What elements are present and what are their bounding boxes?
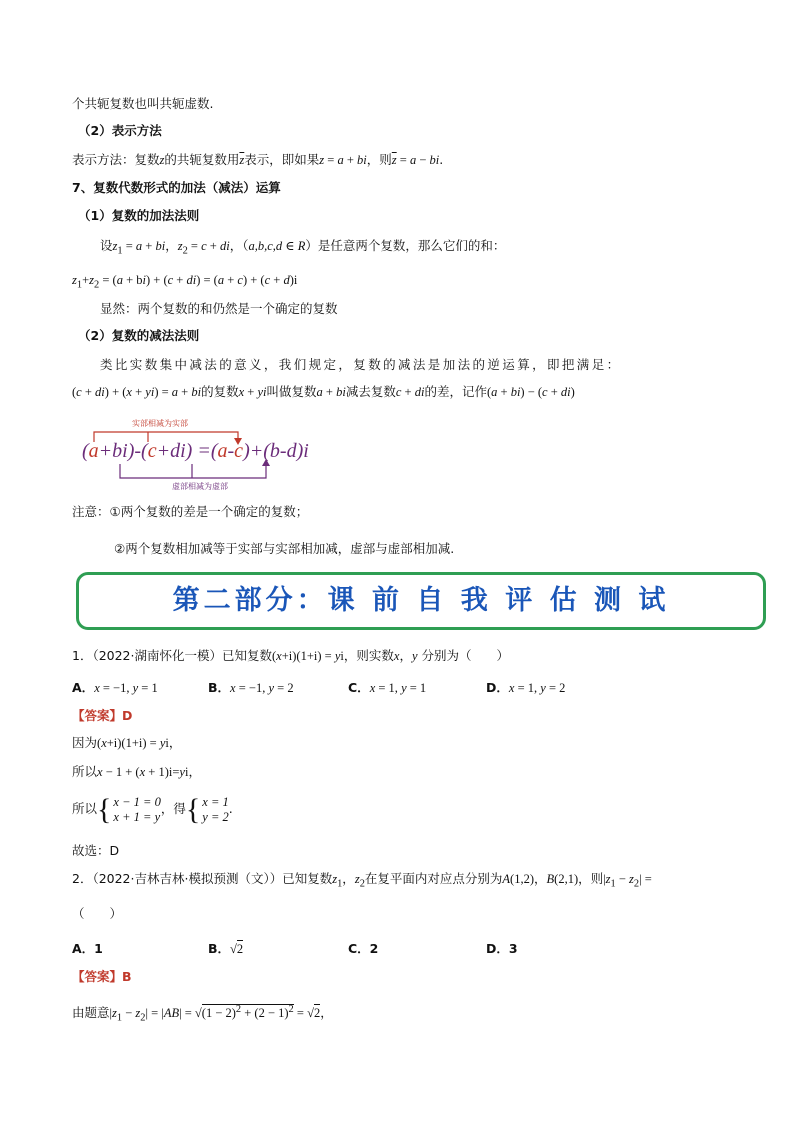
addition-rule-title: （1）复数的加法法则 [78,208,200,223]
q2-solution: 由题意$|z_1 - z_2| = |AB| = √(1 - 2)^2 + (2 - 1)^2 = √2$， [72,1004,333,1024]
subtraction-definition-1: 类比实数集中减法的意义，我们规定，复数的减法是加法的逆运算，即把满足： [100,357,622,372]
section-7-heading: 7、复数代数形式的加法（减法）运算 [72,180,281,195]
addition-definition: 设$z_1 = a$ + bi，$z_2 = c$ + di，（a,b,c,d ∈ R）是任意两个复数，那么它们的和： [100,238,506,257]
q2-option-b: B．√2 [208,941,244,956]
section-banner: 第二部分：课 前 自 我 评 估 测 试 [76,572,766,630]
q1-solution-2: 所以x − 1 + (x + 1)i=yi， [72,764,201,779]
q1-option-b: B．x = −1, y = 2 [208,680,294,695]
q1-stem: 1．（2022·湖南怀化一模）已知复数(x+i)(1+i) = yi，则实数x，y 分别为（ ） [72,648,510,663]
q1-solution-3: 所以 { x − 1 = 0 x + 1 = y ，得 { x = 1 y = 2 . [72,792,233,826]
q1-answer: 【答案】D [72,708,133,723]
subsection-representation: （2）表示方法 [78,123,162,138]
q1-final: 故选：D [72,843,120,858]
subtraction-rule-title: （2）复数的减法法则 [78,328,200,343]
note-1: 注意：①两个复数的差是一个确定的复数； [72,504,309,519]
real-part-label: 实部相减为实部 [132,419,188,428]
subtraction-definition-2: (c + di) + (x + yi) = a + bi的复数x + yi叫做复数a + bi减去复数c + di的差，记作(a + bi) − (c + di) [72,384,575,399]
conjugate-line: 个共轭复数也叫共轭虚数. [72,96,214,111]
representation-line: 表示方法：复数z的共轭复数用$\overline{z}$表示，即如果z = a + bi，则$\overline{z} = a$ − bi. [72,152,444,167]
imaginary-part-label: 虚部相减为虚部 [172,482,228,491]
addition-remark: 显然：两个复数的和仍然是一个确定的复数 [100,301,338,316]
q2-stem: 2．（2022·吉林吉林·模拟预测（文））已知复数$z_1$，$z_2$在复平面内对应点分别为A(1,2)，B(2,1)，则$|z_1 - z_2|$ = [72,871,652,890]
q2-option-c: C．2 [348,941,379,956]
q1-option-c: C．x = 1, y = 1 [348,680,427,695]
addition-formula: $z_1+z_2 = (a + bi) + (c + di) = (a + c) + (c + d)i$ [72,273,298,291]
q1-option-a: A．x = −1, y = 1 [72,680,158,695]
q1-options [72,678,566,698]
q1-option-d: D．x = 1, y = 2 [486,680,566,695]
q2-options [72,939,518,959]
q2-paren: （ ） [72,906,123,921]
q2-option-a: A．1 [72,941,103,956]
q2-option-d: D．3 [486,941,518,956]
subtraction-expression: (a+bi)-(c+di) =(a-c)+(b-d)i [82,440,309,462]
q2-answer: 【答案】B [72,969,132,984]
subtraction-diagram [80,412,320,492]
note-2: ②两个复数相加减等于实部与实部相加减，虚部与虚部相加减. [114,541,455,556]
q1-solution-1: 因为(x+i)(1+i) = yi， [72,735,182,750]
